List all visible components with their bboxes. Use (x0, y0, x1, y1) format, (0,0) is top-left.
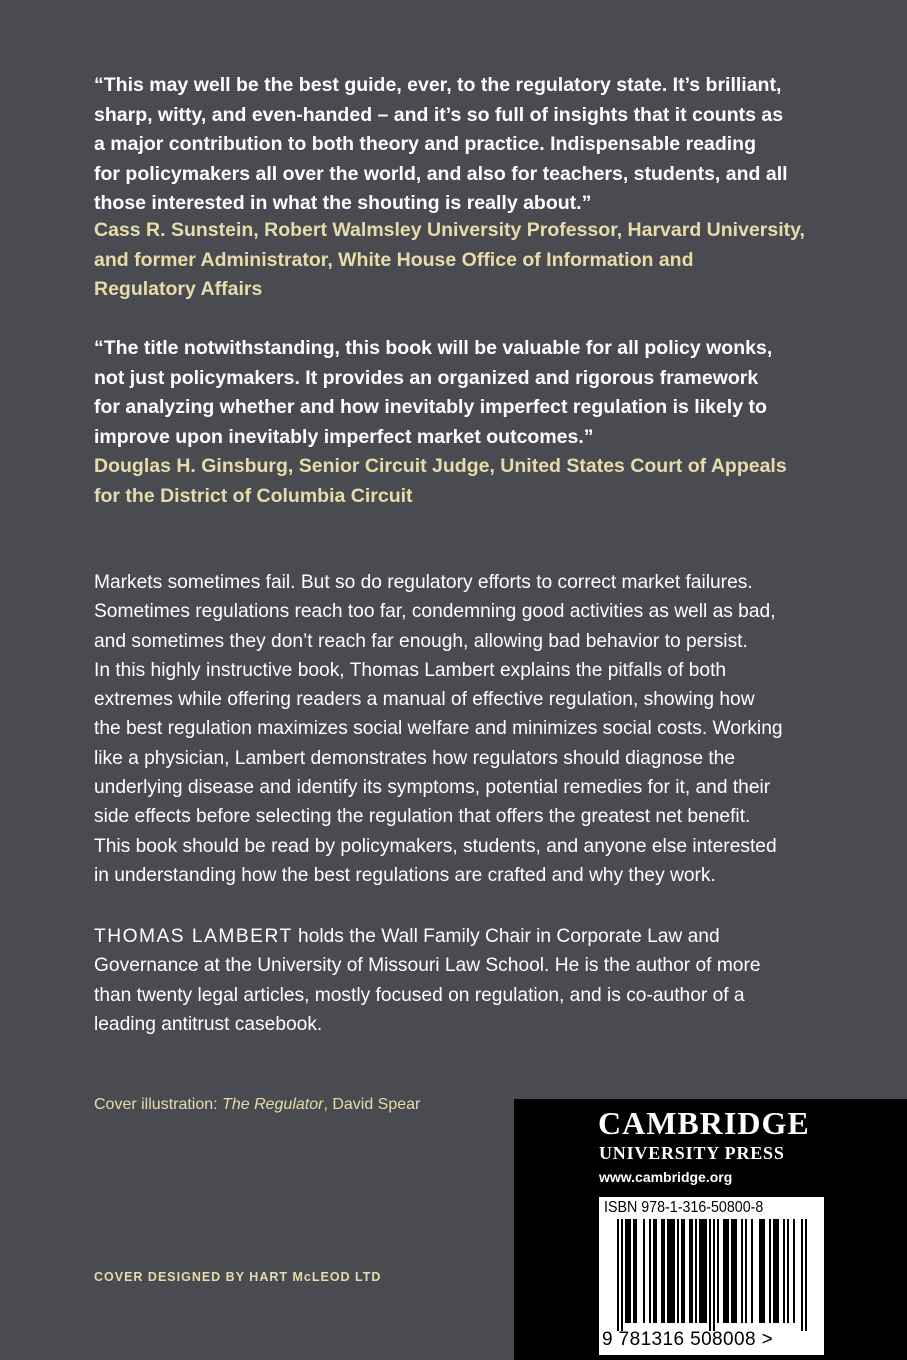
barcode-bar (759, 1219, 761, 1323)
attribution-line: Douglas H. Ginsburg, Senior Circuit Judge, United States Court of Appeals (94, 455, 787, 477)
barcode-bar (751, 1219, 753, 1323)
quote-line: “This may well be the best guide, ever, to the regulatory state. It’s brilliant, (94, 74, 782, 96)
quote-line: improve upon inevitably imperfect market outcomes.” (94, 425, 594, 448)
barcode-bar (723, 1219, 725, 1323)
description-line: Sometimes regulations reach too far, condemning good activities as well as bad, (94, 601, 776, 623)
barcode-bar (643, 1219, 645, 1323)
barcode-bar (709, 1219, 711, 1331)
barcode-bar (653, 1219, 655, 1323)
barcode-bar (671, 1219, 673, 1323)
barcode-bar (705, 1219, 707, 1323)
barcode-bar (627, 1219, 629, 1323)
barcode-bar (661, 1219, 663, 1323)
barcode-bar (663, 1219, 665, 1323)
barcode-bar (667, 1219, 669, 1323)
blurb-1-quote (94, 71, 814, 219)
ean-number: 9 781316 508008 > (602, 1329, 774, 1350)
barcode-bar (649, 1219, 651, 1323)
attribution-line: Regulatory Affairs (94, 278, 263, 300)
barcode-bar (617, 1219, 619, 1331)
quote-line: “The title notwithstanding, this book will be valuable for all policy wonks, (94, 337, 773, 359)
barcode-bar (713, 1219, 715, 1331)
isbn-number: ISBN 978-1-316-50800-8 (604, 1199, 764, 1216)
attribution-line: Cass R. Sunstein, Robert Walmsley University Professor, Harvard University, (94, 219, 805, 241)
barcode-bar (703, 1219, 705, 1323)
barcode-bar (801, 1219, 803, 1331)
author-bio-first-line (94, 922, 824, 951)
description-line: in understanding how the best regulations are crafted and why they work. (94, 864, 716, 886)
barcode-bar (669, 1219, 671, 1323)
barcode-bar (689, 1219, 691, 1323)
barcode-bars (599, 1219, 824, 1331)
illustration-artist: , David Spear (323, 1096, 421, 1113)
barcode-bar (699, 1219, 701, 1323)
barcode-bar (701, 1219, 703, 1323)
credit-prefix: Cover illustration: (94, 1096, 223, 1113)
barcode-bar (763, 1219, 765, 1323)
blurb-1-attribution (94, 216, 814, 305)
barcode-bar (773, 1219, 775, 1323)
cover-illustration-credit (94, 1096, 420, 1114)
attribution-line: for the District of Columbia Circuit (94, 484, 413, 507)
barcode-bar (787, 1219, 789, 1323)
author-bio-line: than twenty legal articles, mostly focused on regulation, and is co-author of a (94, 984, 745, 1006)
description-line: like a physician, Lambert demonstrates how regulators should diagnose the (94, 747, 736, 769)
barcode-bar (725, 1219, 727, 1323)
barcode-bar (741, 1219, 743, 1323)
description-line: This book should be read by policymakers, students, and anyone else interested (94, 835, 777, 857)
publisher-name: CAMBRIDGE (598, 1105, 810, 1141)
barcode-bar (691, 1219, 693, 1323)
barcode-bar (777, 1219, 779, 1323)
description-line: the best regulation maximizes social welfare and minimizes social costs. Working (94, 718, 783, 740)
barcode-bar (717, 1219, 719, 1323)
author-bio-line: leading antitrust casebook. (94, 1013, 323, 1035)
quote-line: for policymakers all over the world, and also for teachers, students, and all (94, 162, 788, 185)
book-description (94, 568, 824, 890)
barcode-bar (633, 1219, 635, 1323)
description-line: In this highly instructive book, Thomas Lambert explains the pitfalls of both (94, 659, 727, 681)
barcode-bar (733, 1219, 735, 1323)
barcode-bar (673, 1219, 675, 1323)
barcode-bar (775, 1219, 777, 1323)
description-line: underlying disease and identify its symptoms, potential remedies for it, and their (94, 777, 771, 799)
description-line: side effects before selecting the regulation that offers the greatest net benefit. (94, 806, 751, 828)
blurb-2-quote (94, 334, 814, 452)
barcode-bar (805, 1219, 807, 1331)
barcode-bar (727, 1219, 729, 1323)
barcode-bar (635, 1219, 637, 1323)
barcode-bar (745, 1219, 747, 1323)
barcode-bar (683, 1219, 685, 1323)
barcode-bar (655, 1219, 657, 1323)
quote-line: those interested in what the shouting is really about.” (94, 192, 592, 214)
barcode-bar (731, 1219, 733, 1323)
description-line: Markets sometimes fail. But so do regulatory efforts to correct market failures. (94, 572, 753, 593)
publisher-url: www.cambridge.org (599, 1169, 733, 1185)
barcode-bar (621, 1219, 623, 1331)
barcode-bar (769, 1219, 771, 1323)
author-bio-text: holds the Wall Family Chair in Corporate Law and (292, 926, 720, 947)
author-bio-line: Governance at the University of Missouri Law School. He is the author of more (94, 955, 761, 977)
quote-line: not just policymakers. It provides an organized and rigorous framework (94, 366, 759, 389)
barcode-bar (677, 1219, 679, 1323)
publisher-block (514, 1099, 907, 1360)
barcode-bar (695, 1219, 697, 1323)
barcode-bar (793, 1219, 795, 1323)
quote-line: for analyzing whether and how inevitably imperfect regulation is likely to (94, 396, 767, 418)
quote-line: a major contribution to both theory and practice. Indispensable reading (94, 133, 757, 155)
isbn-barcode (599, 1197, 824, 1355)
author-name: THOMAS LAMBERT (94, 926, 293, 947)
barcode-bar (783, 1219, 785, 1323)
description-line: extremes while offering readers a manual of effective regulation, showing how (94, 689, 755, 711)
barcode-bar (625, 1219, 627, 1323)
attribution-line: and former Administrator, White House Office of Information and (94, 248, 694, 271)
barcode-bar (761, 1219, 763, 1323)
cover-designer-credit: COVER DESIGNED BY HART McLEOD LTD (94, 1270, 382, 1284)
author-bio (94, 922, 824, 1039)
quote-line: sharp, witty, and even-handed – and it’s so full of insights that it counts as (94, 103, 784, 126)
barcode-bar (681, 1219, 683, 1323)
description-line: and sometimes they don’t reach far enough, allowing bad behavior to persist. (94, 630, 748, 652)
illustration-title: The Regulator (222, 1096, 324, 1113)
publisher-subtitle: UNIVERSITY PRESS (599, 1143, 785, 1163)
barcode-bar (629, 1219, 631, 1323)
barcode-bar (735, 1219, 737, 1323)
blurb-2-attribution (94, 452, 814, 511)
